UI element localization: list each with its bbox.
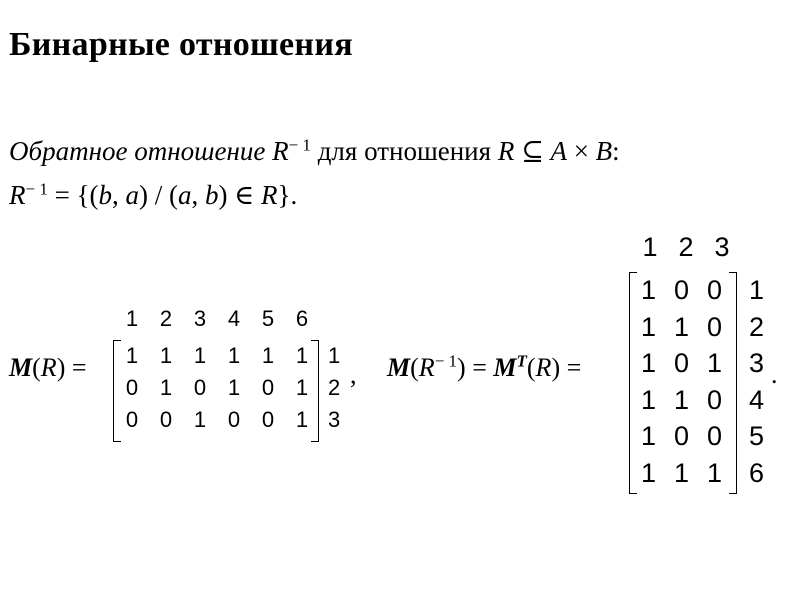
element-of: ) ∈	[218, 180, 261, 210]
matrix-cell: 1	[227, 375, 241, 400]
matrix-cell: 0	[261, 407, 275, 432]
set-close: }.	[277, 180, 298, 210]
matrix-cell: 0	[706, 384, 723, 415]
matrix-cell: 0	[673, 275, 690, 305]
trailing-comma: ,	[350, 360, 357, 389]
matrix-cell: 1	[295, 375, 309, 400]
matrix-cell: 0	[125, 407, 139, 432]
var-b-2: b	[205, 180, 219, 210]
label-m: M	[9, 353, 33, 382]
column-header: 2	[159, 306, 173, 331]
inverse-exponent-2: − 1	[25, 179, 48, 199]
matrix-cell: 1	[295, 407, 309, 432]
row-header: 4	[749, 384, 765, 415]
matrix-cell: 0	[706, 421, 723, 452]
label-m: M	[387, 353, 411, 382]
right-bracket	[729, 272, 737, 494]
transpose-superscript: T	[516, 351, 527, 371]
matrix-cell: 1	[193, 407, 207, 432]
set-mid: ) / (	[139, 180, 179, 210]
row-header: 3	[749, 348, 765, 379]
set-a: A	[550, 136, 567, 166]
set-b: B	[595, 136, 613, 166]
matrix-cell: 0	[227, 407, 241, 432]
column-header: 2	[678, 232, 694, 262]
comma-1: ,	[112, 180, 126, 210]
var-b: b	[98, 180, 113, 210]
label-inverse-exponent: − 1	[434, 351, 458, 371]
label-mid: ) =	[457, 353, 494, 382]
column-header: 6	[295, 306, 309, 331]
matrix-m-r-row-headers	[328, 340, 340, 436]
relation-r-3: R	[261, 180, 278, 210]
row-header: 2	[328, 375, 341, 400]
matrix-cell: 1	[159, 375, 173, 400]
trailing-period: .	[771, 360, 778, 389]
matrix-cell: 1	[227, 343, 241, 368]
var-a-2: a	[178, 180, 192, 210]
matrix-m-r-column-headers	[115, 306, 319, 332]
row-header: 6	[749, 457, 765, 488]
definition-line-2	[9, 180, 297, 211]
matrix-cell: 1	[640, 457, 657, 488]
right-bracket	[311, 340, 319, 442]
label-open-2: (	[526, 353, 536, 382]
label-r: R	[40, 353, 57, 382]
matrix-cell: 0	[673, 421, 690, 452]
label-r-2: R	[535, 353, 552, 382]
matrix-cell: 1	[706, 348, 723, 379]
matrix-cell: 1	[159, 343, 173, 368]
row-header: 5	[749, 421, 765, 452]
matrix-cell: 1	[706, 457, 723, 488]
matrix-m-r-inverse-label	[387, 353, 581, 383]
relation-r-2: R	[497, 136, 515, 166]
row-header: 1	[328, 343, 341, 368]
matrix-cell: 1	[193, 343, 207, 368]
times-symbol: ×	[566, 136, 596, 166]
matrix-m-r-label	[9, 353, 87, 383]
matrix-cell: 1	[673, 384, 690, 415]
row-header: 3	[328, 407, 341, 432]
colon: :	[612, 136, 620, 166]
matrix-cell: 0	[673, 348, 690, 379]
column-header: 3	[714, 232, 730, 262]
matrix-cell: 1	[640, 421, 657, 452]
matrix-cell: 1	[640, 348, 657, 379]
definition-mid: для отношения	[310, 136, 498, 166]
column-header: 1	[125, 306, 139, 331]
definition-lead: Обратное отношение	[9, 136, 273, 166]
matrix-cell: 1	[640, 311, 657, 342]
matrix-cell: 0	[193, 375, 207, 400]
slide-title: Бинарные отношения	[9, 26, 353, 63]
matrix-cell: 1	[295, 343, 309, 368]
matrix-m-r-inverse-cells	[632, 272, 731, 492]
column-header: 5	[261, 306, 275, 331]
matrix-cell: 0	[706, 311, 723, 342]
matrix-cell: 1	[261, 343, 275, 368]
matrix-cell: 1	[673, 311, 690, 342]
comma-2: ,	[191, 180, 206, 210]
matrix-m-r-inverse-row-headers	[749, 272, 764, 492]
label-open: (	[410, 353, 419, 382]
relation-r: R	[272, 136, 289, 166]
subset-symbol: ⊆	[514, 136, 551, 166]
matrix-cell: 0	[159, 407, 173, 432]
definition-line-1	[9, 136, 620, 167]
column-header: 3	[193, 306, 207, 331]
matrix-cell: 0	[706, 275, 723, 305]
matrix-cell: 1	[125, 343, 139, 368]
set-open: = {(	[47, 180, 99, 210]
label-open: (	[32, 353, 41, 382]
relation-r-inv: R	[9, 180, 26, 210]
matrix-cell: 0	[261, 375, 275, 400]
label-close: ) =	[551, 353, 582, 382]
column-header: 4	[227, 306, 241, 331]
label-r: R	[418, 353, 435, 382]
label-m-transpose: M	[493, 353, 517, 382]
matrix-cell: 0	[125, 375, 139, 400]
matrix-m-r-cells	[115, 340, 319, 436]
column-header: 1	[642, 232, 658, 262]
matrix-cell: 1	[640, 384, 657, 415]
var-a: a	[125, 180, 140, 210]
label-close: ) =	[56, 353, 87, 382]
inverse-exponent: − 1	[288, 135, 311, 155]
matrix-m-r-inverse-column-headers	[632, 232, 740, 263]
row-header: 2	[749, 311, 765, 342]
matrix-cell: 1	[640, 275, 657, 305]
matrix-cell: 1	[673, 457, 690, 488]
row-header: 1	[749, 275, 765, 305]
